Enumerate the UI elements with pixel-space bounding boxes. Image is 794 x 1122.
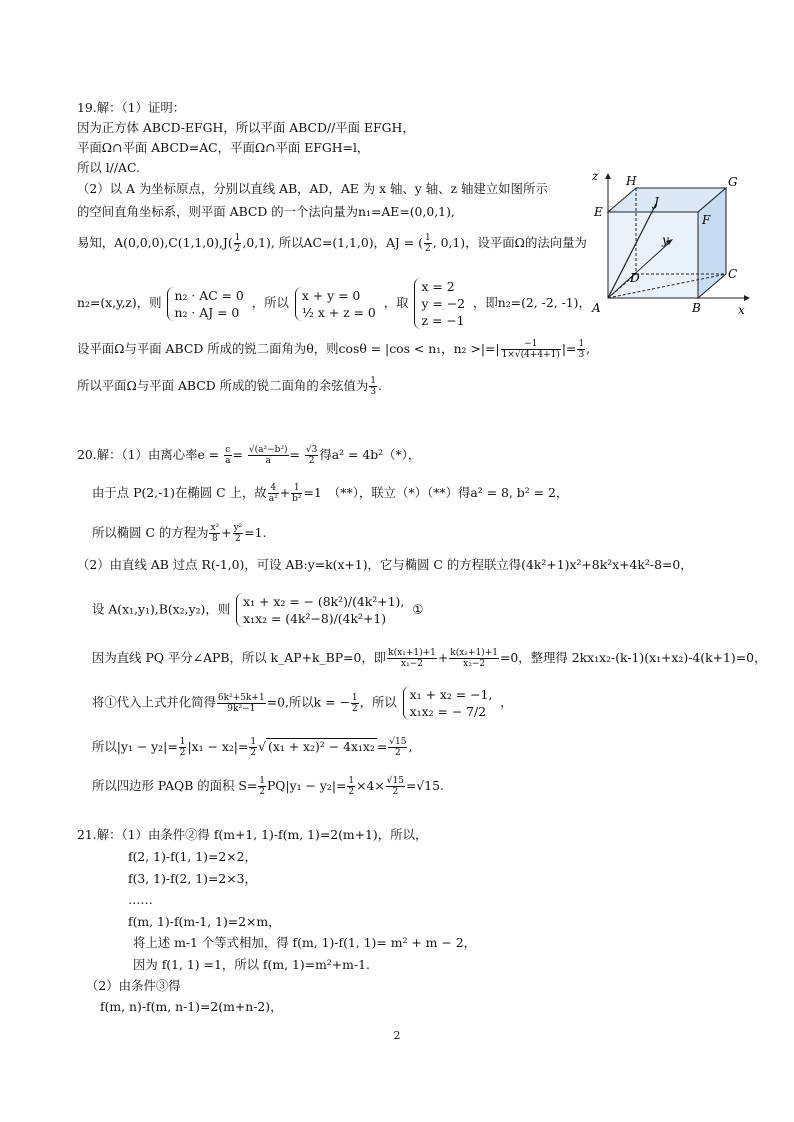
p19-line2: 因为正方体 ABCD-EFGH，所以平面 ABCD//平面 EFGH， bbox=[77, 120, 415, 135]
fraction-half-4: $\frac{1}{2}$ bbox=[179, 737, 186, 758]
vertex-label-C: C bbox=[728, 267, 738, 281]
p20-line9: 所以四边形 PAQB 的面积 S= $\frac{1}{2}$ PQ|y₁ − y₂|= $\frac{1}{2}$ ×4× $\frac{√15}{2}$ =√15. bbox=[92, 776, 444, 797]
p20-line2: 由于点 P(2,-1)在椭圆 C 上，故 $\frac{4}{\text{a²}}$ + $\frac{1}{\text{b²}}$ =1 （**），联立（*）（**）得a² = 8, b² = 2， bbox=[92, 483, 569, 504]
p19-line7: 易知，A(0,0,0),C(1,1,0),J( $\frac{1}{2}$ ,0,1), 所以AC=(1,1,0)，AJ = ( $\frac{1}{2}$ , 0,1)，设平面Ω的法向量为 bbox=[77, 233, 587, 254]
fraction-half-2: $\frac{1}{2}$ bbox=[424, 233, 431, 254]
equation-system-1: n₂ · AC = 0 n₂ · AJ = 0 bbox=[167, 287, 245, 321]
p21-line6: 将上述 m-1 个等式相加，得 f(m, 1)-f(1, 1)= m² + m − 2， bbox=[133, 935, 476, 950]
fraction-simplified: $\frac{\text{6k²+5k+1}}{\text{9k²−1}}$ bbox=[217, 692, 265, 714]
fraction-1-b2: $\frac{1}{\text{b²}}$ bbox=[292, 483, 302, 504]
cube-figure bbox=[578, 170, 758, 320]
p19-line10: 所以平面Ω与平面 ABCD 所成的锐二面角的余弦值为 $\frac{1}{3}$ . bbox=[77, 376, 382, 397]
p20-line4: （2）由直线 AB 过点 R(-1,0)，可设 AB:y=k(x+1)，它与椭圆 C 的方程联立得(4k²+1)x²+8k²x+4k²-8=0， bbox=[77, 557, 693, 572]
fraction-half: $\frac{1}{2}$ bbox=[234, 233, 241, 254]
p20-line5: 设 A(x₁,y₁),B(x₂,y₂)，则 x₁ + x₂ = − (8k²)/(4k²+1), x₁x₂ = (4k²−8)/(4k²+1) ① bbox=[92, 594, 424, 626]
equation-system-3: x = 2 y = −2 z = −1 bbox=[414, 278, 467, 329]
fraction-x2-8: $\frac{\text{x²}}{8}$ bbox=[210, 523, 220, 544]
fraction-third-2: $\frac{1}{3}$ bbox=[370, 376, 377, 397]
p21-line4: …… bbox=[128, 892, 153, 907]
vertex-label-G: G bbox=[728, 175, 738, 189]
p21-line2: f(2, 1)-f(1, 1)=2×2， bbox=[128, 849, 257, 864]
fraction-cos: $\frac{-1}{1\times√(4+4+1)}$ bbox=[501, 339, 560, 360]
fraction-half-7: $\frac{1}{2}$ bbox=[348, 776, 355, 797]
p20-line8: 所以|y₁ − y₂|= $\frac{1}{2}$ |x₁ − x₂|= $\frac{1}{2}$ √ (x₁ + x₂)² − 4x₁x₂ = $\frac{√15}{2}$ , bbox=[92, 737, 413, 758]
p19-line6: 的空间直角坐标系，则平面 ABCD 的一个法向量为n₁=AE=(0,0,1), bbox=[77, 204, 455, 219]
p19-line3: 平面Ω∩平面 ABCD=AC，平面Ω∩平面 EFGH=l， bbox=[77, 140, 370, 155]
p21-line8: （2）由条件③得 bbox=[86, 978, 181, 993]
fraction-half-5: $\frac{1}{2}$ bbox=[250, 737, 257, 758]
equation-system-B: x₁ + x₂ = −1, x₁x₂ = − 7/2 bbox=[403, 686, 495, 720]
p19-line8: n₂=(x,y,z)，则 n₂ · AC = 0 n₂ · AJ = 0 ，所以 x + y = 0 ½ x + z = 0 ，取 x = 2 y = −2 z = −1 ，即n₂=(2, -2, -1)， bbox=[77, 279, 591, 328]
axis-label-x: x bbox=[738, 303, 745, 317]
p21-line3: f(3, 1)-f(2, 1)=2×3， bbox=[128, 871, 257, 886]
equation-system-2: x + y = 0 ½ x + z = 0 bbox=[295, 287, 378, 321]
equation-system-A: x₁ + x₂ = − (8k²)/(4k²+1), x₁x₂ = (4k²−8)/(4k²+1) bbox=[236, 593, 406, 627]
fraction-sqrt-a2b2: $\frac{\text{√(a²−b²)}}{a}$ bbox=[248, 445, 288, 466]
point-label-J: J bbox=[654, 195, 659, 209]
p21-line5: f(m, 1)-f(m-1, 1)=2×m， bbox=[128, 914, 281, 929]
fraction-sqrt15-2b: $\frac{√15}{2}$ bbox=[386, 776, 404, 797]
p19-line4: 所以 l//AC. bbox=[77, 160, 140, 175]
fraction-y2-2: $\frac{\text{y²}}{2}$ bbox=[233, 523, 243, 544]
fraction-half-6: $\frac{1}{2}$ bbox=[259, 776, 265, 797]
p20-heading: 20.解：（1）由离心率e = $\frac{c}{a}$ = $\frac{\text{√(a²−b²)}}{a}$ = $\frac{√3}{2}$ 得a² = 4b²（*）， bbox=[77, 445, 421, 466]
p20-line3: 所以椭圆 C 的方程为 $\frac{\text{x²}}{8}$ + $\frac{\text{y²}}{2}$ =1. bbox=[92, 523, 267, 544]
page-number: 2 bbox=[393, 1029, 401, 1042]
p20-line6: 因为直线 PQ 平分∠APB，所以 k_AP+k_BP=0，即 $\frac{\text{k(x₁+1)+1}}{\text{x₁−2}}$ + $\frac{\text{k(x₂+1)+1}}{\text{x₂−2}}$ =0，整理得 2kx₁x₂-(k-1)(x₁+x₂)-4(k+1)=0， bbox=[92, 648, 767, 669]
fraction-kx2: $\frac{\text{k(x₂+1)+1}}{\text{x₂−2}}$ bbox=[450, 648, 498, 669]
vertex-label-F: F bbox=[702, 213, 711, 227]
p19-line5: （2）以 A 为坐标原点，分别以直线 AB，AD，AE 为 x 轴、y 轴、z 轴建立如图所示 bbox=[77, 181, 548, 196]
fraction-4-a2: $\frac{4}{\text{a²}}$ bbox=[268, 483, 278, 504]
vertex-label-B: B bbox=[692, 301, 701, 315]
vertex-label-H: H bbox=[626, 174, 637, 188]
axis-label-z: z bbox=[592, 170, 599, 183]
vertex-label-E: E bbox=[594, 205, 603, 219]
fraction-kx1: $\frac{\text{k(x₁+1)+1}}{\text{x₁−2}}$ bbox=[388, 648, 436, 669]
p19-line9: 设平面Ω与平面 ABCD 所成的锐二面角为θ，则cosθ = |cos < n₁，n₂ >|=| $\frac{-1}{1\times√(4+4+1)}$ |= $\frac{1}{3}$ , bbox=[77, 339, 591, 360]
p20-line7: 将①代入上式并化简得 $\frac{\text{6k²+5k+1}}{\text{9k²−1}}$ =0,所以k = − $\frac{1}{2}$ ，所以 x₁ + x₂ = −1, x₁x₂ = − 7/2 ， bbox=[92, 687, 513, 719]
fraction-sqrt3-2: $\frac{√3}{2}$ bbox=[305, 445, 318, 466]
p21-heading: 21.解：（1）由条件②得 f(m+1, 1)-f(m, 1)=2(m+1)，所以， bbox=[77, 827, 428, 842]
fraction-half-3: $\frac{1}{2}$ bbox=[351, 692, 358, 714]
p19-heading: 19.解：（1）证明： bbox=[77, 100, 186, 115]
p21-line9: f(m, n)-f(m, n-1)=2(m+n-2)， bbox=[100, 999, 283, 1014]
fraction-c-a: $\frac{c}{a}$ bbox=[225, 445, 231, 466]
vertex-label-A: A bbox=[592, 301, 601, 315]
fraction-sqrt15-2: $\frac{√15}{2}$ bbox=[389, 737, 407, 758]
axis-label-y: y bbox=[662, 233, 669, 247]
fraction-third: $\frac{1}{3}$ bbox=[578, 339, 585, 360]
p21-line7: 因为 f(1, 1) =1，所以 f(m, 1)=m²+m-1. bbox=[133, 957, 370, 972]
vertex-label-D: D bbox=[630, 271, 640, 285]
